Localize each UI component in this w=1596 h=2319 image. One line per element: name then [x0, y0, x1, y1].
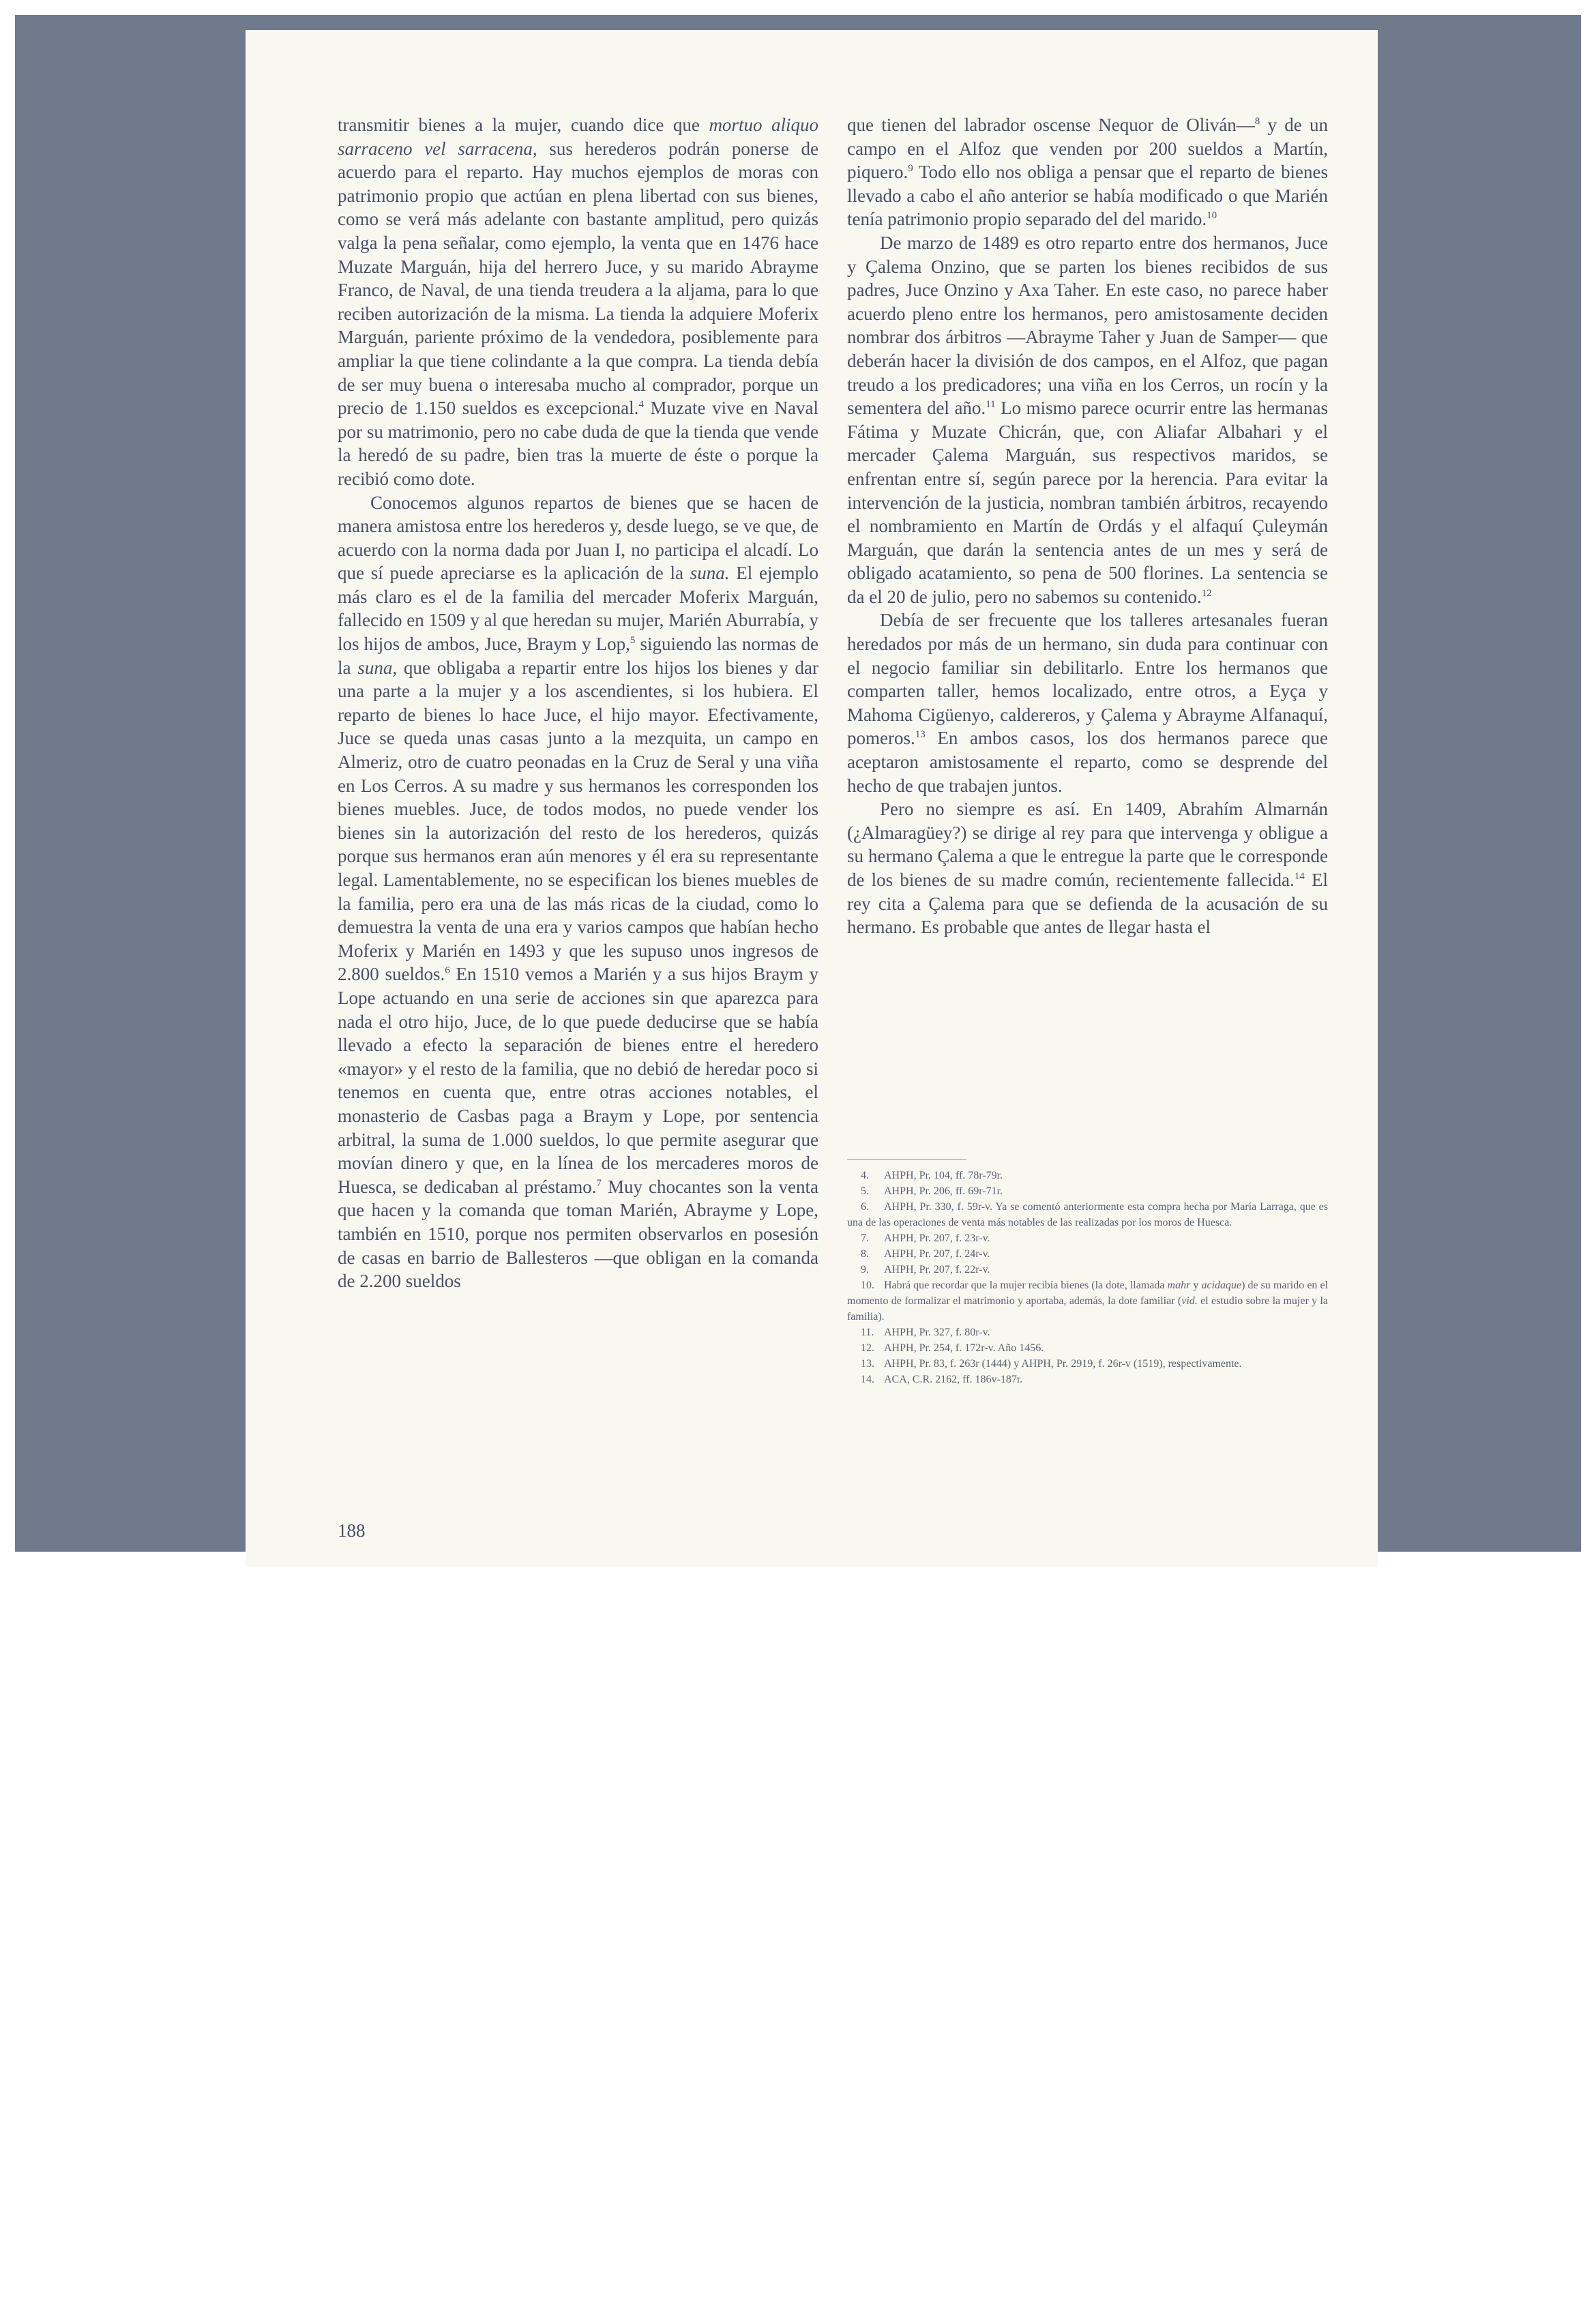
right-text-column	[847, 113, 1328, 939]
text-run: siguiendo las normas de la	[338, 634, 818, 678]
text-run: En 1510 vemos a Marién y a sus hijos Braym y Lope actuando en una serie de acciones sin que aparezca para nada el otro hijo, Juce, de lo que puede deducirse que se había llevado a efecto la separación de bienes entre el heredero «mayor» y el resto de la familia, que no debió de heredar poco si tenemos en cuenta que, entre otras acciones notables, el monasterio de Casbas paga a Braym y Lope, por sentencia arbitral, la suma de 1.000 sueldos, lo que permite asegurar que movían dinero y que, en la línea de los mercaderes moros de Huesca, se dedicaban al préstamo.	[338, 964, 819, 1197]
footnote-number: 10.	[861, 1280, 874, 1291]
footnote	[847, 1325, 1328, 1340]
italic-text: suna.	[690, 563, 730, 584]
text-run: ) de su marido en el momento de formalizar el matrimonio y aportaba, además, la dote familiar (	[847, 1280, 1329, 1307]
footnotes	[847, 1159, 1328, 1387]
text-run: Habrá que recordar que la mujer recibía bienes (la dote, llamada	[884, 1280, 1168, 1291]
footnote-reference: 11	[986, 399, 996, 411]
left-text-column	[338, 113, 818, 1293]
footnote-list	[847, 1168, 1328, 1387]
text-run: y	[1190, 1280, 1202, 1291]
text-run: el estudio sobre la mujer y la familia).	[847, 1295, 1328, 1323]
paragraph	[847, 797, 1328, 939]
text-run: que obligaba a repartir entre los hijos los bienes y dar una parte a la mujer y a los ascendientes, si los hubiera. El reparto de bienes lo hace Juce, el hijo mayor. Efectivamente, Juce se queda unas casas junto a la mezquita, un campo en Almeriz, otro de cuatro peonadas en la Cruz de Seral y una viña en Los Cerros. A su madre y sus hermanos les corresponden los bienes muebles. Juce, de todos modos, no puede vender los bienes sin la autorización del resto de los herederos, quizás porque sus hermanos eran aún menores y él era su representante legal. Lamentablemente, no se especifican los bienes muebles de la familia, pero era una de las más ricas de la ciudad, como lo demuestra la venta de una era y varios campos que habían hecho Moferix y Marién en 1493 y que les supuso unos ingresos de 2.800 sueldos.	[338, 657, 818, 985]
footnote-number: 6.	[861, 1201, 869, 1213]
footnote	[847, 1356, 1328, 1372]
paragraph	[847, 608, 1328, 797]
paragraph	[338, 491, 818, 1293]
footnote-reference: 7	[596, 1177, 602, 1189]
text-run: El rey cita a Çalema para que se defienda de la acusación de su hermano. Es probable que antes de llegar hasta el	[847, 870, 1328, 938]
footnote-number: 5.	[861, 1185, 869, 1197]
footnote-number: 8.	[861, 1248, 869, 1260]
paragraph	[847, 113, 1328, 231]
text-run: Debía de ser frecuente que los talleres artesanales fueran heredados por más de un hermano, sin duda para continuar con el negocio familiar sin debilitarlo. Entre los hermanos que comparten taller, hemos localizado, entre otros, a Eyça y Mahoma Cigüenyo, caldereros, y Çalema y Abrayme Alfanaquí, pomeros.	[847, 610, 1328, 749]
text-run: AHPH, Pr. 330, f. 59r-v. Ya se comentó anteriormente esta compra hecha por María Larraga, que es una de las operaciones de venta más notables de las realizadas por los moros de Huesca.	[847, 1201, 1328, 1228]
text-run: AHPH, Pr. 254, f. 172r-v. Año 1456.	[884, 1342, 1044, 1354]
text-run: Conocemos algunos repartos de bienes que se hacen de manera amistosa entre los herederos y, desde luego, se ve que, de acuerdo con la norma dada por Juan I, no participa el alcadí. Lo que sí puede apreciarse es la aplicación de la	[338, 492, 818, 584]
footnote	[847, 1199, 1328, 1230]
footnote-reference: 13	[915, 729, 926, 741]
footnote	[847, 1372, 1328, 1387]
text-run: Todo ello nos obliga a pensar que el reparto de bienes llevado a cabo el año anterior se había modificado o que Marién tenía patrimonio propio separado del del marido.	[847, 162, 1328, 230]
text-run: AHPH, Pr. 104, ff. 78r-79r.	[884, 1170, 1003, 1181]
footnote-reference: 14	[1294, 871, 1305, 882]
italic-text: mahr	[1167, 1280, 1191, 1291]
paragraph	[338, 113, 818, 491]
text-run: Pero no siempre es así. En 1409, Abrahím Almarnán (¿Almaragüey?) se dirige al rey para que intervenga y obligue a su hermano Çalema a que le entregue la parte que le corresponde de los bienes de su madre común, recientemente fallecida.	[847, 799, 1328, 890]
text-run: ACA, C.R. 2162, ff. 186v-187r.	[884, 1374, 1023, 1385]
footnote-number: 11.	[861, 1327, 874, 1338]
footnote-number: 14.	[861, 1374, 874, 1385]
footnote	[847, 1246, 1328, 1262]
footnote-reference: 5	[630, 635, 636, 647]
page-number: 188	[338, 1520, 366, 1541]
text-run: que tienen del labrador oscense Nequor de Oliván—	[847, 115, 1255, 135]
text-run: AHPH, Pr. 207, f. 23r-v.	[884, 1232, 990, 1244]
italic-text: acidaque	[1201, 1280, 1242, 1291]
book-page	[246, 30, 1378, 1567]
text-run: sus herederos podrán ponerse de acuerdo para el reparto. Hay muchos ejemplos de moras con patrimonio propio que actúan en plena libertad con sus bienes, como se verá más adelante con bastante amplitud, pero quizás valga la pena señalar, como ejemplo, la venta que en 1476 hace Muzate Marguán, hija del herrero Juce, y su marido Abrayme Franco, de Naval, de una tienda treudera a la aljama, para lo que reciben autorización de la misma. La tienda la adquiere Moferix Marguán, pariente próximo de la vendedora, posiblemente para ampliar la que tiene colindante a la que compra. La tienda debía de ser muy buena o interesaba mucho al comprador, porque un precio de 1.150 sueldos es excepcional.	[338, 138, 818, 419]
italic-text: vid.	[1181, 1295, 1198, 1307]
text-run: Muy chocantes son la venta que hacen y la comanda que toman Marién, Abrayme y Lope, también en 1510, porque nos permiten observarlos en posesión de casas en barrio de Ballesteros —que obligan en la comanda de 2.200 sueldos	[338, 1176, 818, 1292]
footnote	[847, 1168, 1328, 1183]
footnote	[847, 1183, 1328, 1199]
text-run: AHPH, Pr. 83, f. 263r (1444) y AHPH, Pr. 2919, f. 26r-v (1519), respectivamente.	[884, 1358, 1242, 1370]
footnote	[847, 1230, 1328, 1246]
text-run: y de un campo en el Alfoz que venden por 200 sueldos a Martín, piquero.	[847, 115, 1328, 183]
footnote-number: 4.	[861, 1170, 869, 1181]
text-run: De marzo de 1489 es otro reparto entre dos hermanos, Juce y Çalema Onzino, que se parten los bienes recibidos de sus padres, Juce Onzino y Axa Taher. En este caso, no parece haber acuerdo pleno entre los hermanos, pero amistosamente deciden nombrar dos árbitros —Abrayme Taher y Juan de Samper— que deberán hacer la división de dos campos, en el Alfoz, que pagan treudo a los predicadores; una viña en los Cerros, un rocín y la sementera del año.	[847, 232, 1328, 419]
text-run: En ambos casos, los dos hermanos parece que aceptaron amistosamente el reparto, como se desprende del hecho de que trabajen juntos.	[847, 728, 1328, 796]
text-run: AHPH, Pr. 327, f. 80r-v.	[884, 1327, 990, 1338]
text-run: AHPH, Pr. 207, f. 24r-v.	[884, 1248, 990, 1260]
footnote-number: 13.	[861, 1358, 874, 1370]
footnote-reference: 10	[1207, 210, 1217, 222]
footnote-reference: 8	[1254, 116, 1260, 127]
footnote	[847, 1262, 1328, 1277]
paragraph	[847, 231, 1328, 609]
footnote-reference: 9	[908, 163, 913, 175]
footnote-number: 9.	[861, 1264, 869, 1275]
text-run: AHPH, Pr. 206, ff. 69r-71r.	[884, 1185, 1003, 1197]
italic-text: suna,	[357, 657, 398, 678]
text-run: AHPH, Pr. 207, f. 22r-v.	[884, 1264, 990, 1275]
italic-text: mortuo aliquo sarraceno vel sarracena,	[338, 115, 819, 159]
footnote	[847, 1340, 1328, 1356]
footnote-number: 7.	[861, 1232, 869, 1244]
scan-background	[15, 15, 1581, 1552]
footnote-reference: 6	[445, 965, 450, 977]
text-run: transmitir bienes a la mujer, cuando dice que	[338, 115, 709, 135]
footnote-reference: 4	[638, 399, 644, 411]
footnote-separator-rule	[847, 1159, 966, 1160]
text-run: El ejemplo más claro es el de la familia del mercader Moferix Marguán, fallecido en 1509 y al que heredan su mujer, Marién Aburrabía, y los hijos de ambos, Juce, Braym y Lop,	[338, 563, 818, 655]
footnote	[847, 1277, 1328, 1325]
footnote-number: 12.	[861, 1342, 874, 1354]
text-run: Muzate vive en Naval por su matrimonio, pero no cabe duda de que la tienda que vende la heredó de su padre, bien tras la muerte de éste o porque la recibió como dote.	[338, 398, 818, 489]
text-run: Lo mismo parece ocurrir entre las hermanas Fátima y Muzate Chicrán, que, con Aliafar Albahari y el mercader Çalema Marguán, sus respectivos maridos, se enfrentan entre sí, según parece por la herencia. Para evitar la intervención de la justicia, nombran también árbitros, recayendo el nombramiento en Martín de Ordás y el alfaquí Çuleymán Marguán, que darán la sentencia antes de un mes y será de obligado acatamiento, so pena de 500 florines. La sentencia se da el 20 de julio, pero no sabemos su contenido.	[847, 398, 1329, 607]
footnote-reference: 12	[1201, 587, 1212, 599]
